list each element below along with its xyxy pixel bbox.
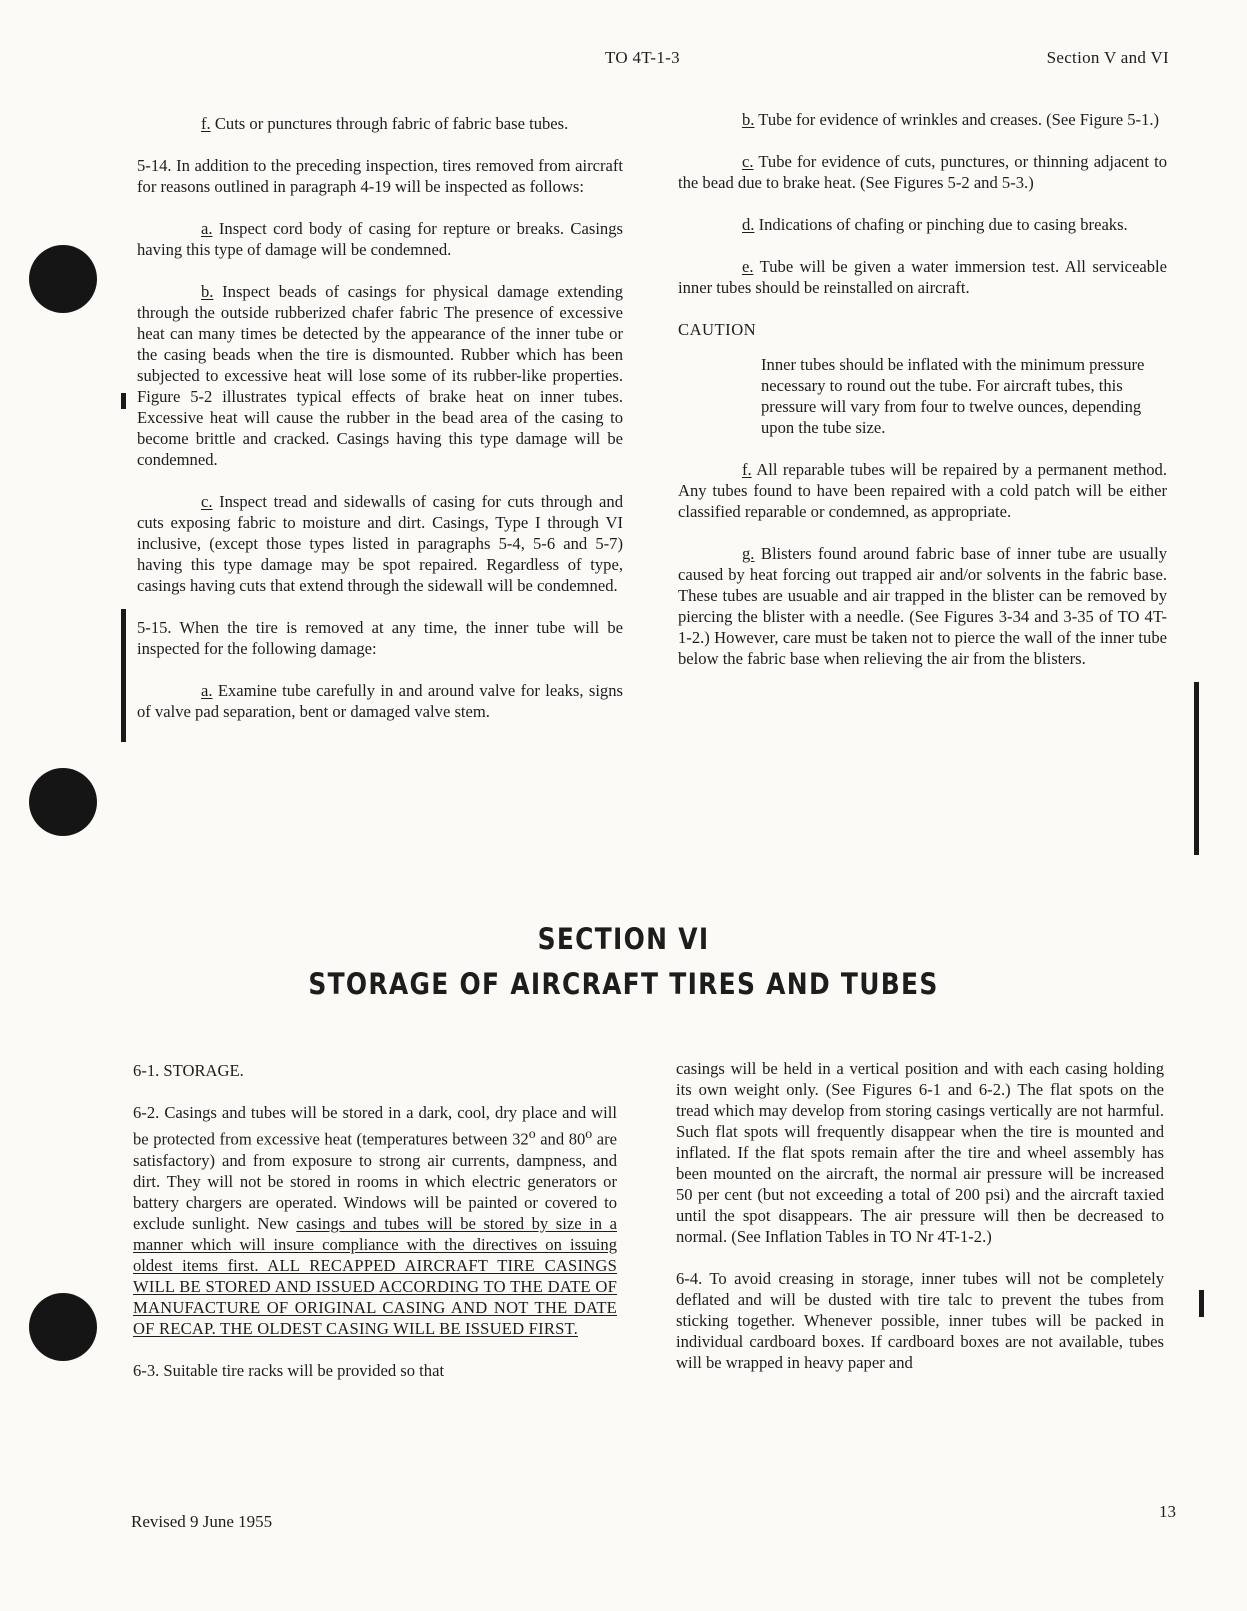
revision-bar	[1199, 1290, 1204, 1317]
paragraph-b: b. Inspect beads of casings for physical damage extending through the outside rubberized chafer fabric The presence of excessive heat can many times be detected by the appearance of the inner tube or the casing beads when the tire is dismounted. Rubber which has been subjected to excessive heat will lose some of its rubber-like properties. Figure 5-2 illustrates typical effects of brake heat on inner tubes. Excessive heat will cause the rubber in the bead area of the casing to become brittle and cracked. Casings having this type damage will be condemned.	[137, 282, 623, 469]
section-vi-title: SECTION VI	[537, 922, 710, 956]
paragraph-f: f. Cuts or punctures through fabric of fabric base tubes.	[201, 114, 569, 133]
recap-storage-directive: ALL RECAPPED AIRCRAFT TIRE CASINGS WILL BE STORED AND ISSUED ACCORDING TO THE DATE OF MANUFACTURE OF ORIGINAL CASING AND NOT THE DATE OF RECAP. THE OLDEST CASING WILL BE ISSUED FIRST.	[133, 1255, 617, 1338]
binder-hole	[29, 1293, 97, 1361]
underlined-directive: casings and tubes will be stored by size in a manner which will insure compliance with the directives on issuing oldest items first.	[133, 1213, 617, 1275]
paragraph-c-tube: c. Tube for evidence of cuts, punctures, or thinning adjacent to the bead due to brake heat. (See Figures 5-2 and 5-3.)	[678, 152, 1167, 192]
paragraph-e-tube: e. Tube will be given a water immersion test. All serviceable inner tubes should be reinstalled on aircraft.	[678, 257, 1167, 297]
paragraph-a: a. Inspect cord body of casing for repture or breaks. Casings having this type of damage will be condemned.	[137, 219, 623, 259]
revision-date: Revised 9 June 1955	[131, 1512, 273, 1531]
paragraph-5-15: 5-15. When the tire is removed at any time, the inner tube will be inspected for the following damage:	[137, 618, 623, 658]
paragraph-6-3-start: 6-3. Suitable tire racks will be provided so that	[133, 1360, 445, 1380]
revision-bar	[121, 393, 126, 409]
section-vi-subtitle: STORAGE OF AIRCRAFT TIRES AND TUBES	[308, 967, 939, 1001]
revision-bar	[121, 609, 126, 742]
paragraph-c: c. Inspect tread and sidewalls of casing for cuts through and cuts exposing fabric to moisture and dirt. Casings, Type I through VI inclusive, (except those types listed in paragraphs 5-4, 5-6 and 5-7) having this type damage may be spot repaired. Regardless of type, casings having cuts that extend through the sidewall will be condemned.	[137, 492, 623, 595]
caution-title: CAUTION	[678, 320, 757, 339]
caution-text: Inner tubes should be inflated with the minimum pressure necessary to round out the tube. For aircraft tubes, this pressure will vary from four to twelve ounces, depending upon the tube size.	[761, 355, 1145, 437]
section-reference: Section V and VI	[1046, 48, 1169, 67]
revision-bar	[1194, 682, 1199, 855]
paragraph-6-4: 6-4. To avoid creasing in storage, inner tubes will not be completely deflated and will be dusted with tire talc to prevent the tubes from sticking together. Whenever possible, inner tubes will be packed in individual cardboard boxes. If cardboard boxes are not available, tubes will be wrapped in heavy paper and	[676, 1269, 1164, 1372]
paragraph-b-tube: b. Tube for evidence of wrinkles and creases. (See Figure 5-1.)	[742, 110, 1160, 129]
paragraph-g-tube: g. Blisters found around fabric base of inner tube are usually caused by heat forcing out trapped air and/or solvents in the fabric base. These tubes are usuable and air trapped in the blister can be removed by piercing the blister with a needle. (See Figures 3-34 and 3-35 of TO 4T-1-2.) However, care must be taken not to pierce the wall of the inner tube below the fabric base when relieving the air from the blisters.	[678, 544, 1167, 668]
paragraph-6-2: 6-2. Casings and tubes will be stored in a dark, cool, dry place and will be protected from excessive heat (temperatures between 32$^o$ and 80$^o$ are satisfactory) and from exposure to strong air currents, dampness, and dirt. They will not be stored in rooms in which electric generators or battery chargers are operated. Windows will be painted or covered to exclude sunlight. New casings and tubes will be stored by size in a manner which will insure compliance with the directives on issuing oldest items first. ALL RECAPPED AIRCRAFT TIRE CASINGS WILL BE STORED AND ISSUED ACCORDING TO THE DATE OF MANUFACTURE OF ORIGINAL CASING AND NOT THE DATE OF RECAP. THE OLDEST CASING WILL BE ISSUED FIRST.	[133, 1103, 618, 1338]
binder-hole	[29, 245, 97, 313]
paragraph-5-14: 5-14. In addition to the preceding inspection, tires removed from aircraft for reasons outlined in paragraph 4-19 will be inspected as follows:	[137, 156, 623, 196]
section-vi-left-column	[133, 1060, 617, 1402]
paragraph-6-1: 6-1. STORAGE.	[133, 1061, 244, 1080]
paragraph-f-tube: f. All reparable tubes will be repaired by a permanent method. Any tubes found to have been repaired with a cold patch will be either classified reparable or condemned, as appropriate.	[678, 460, 1167, 521]
section-v-left-column	[137, 113, 623, 743]
section-v-right-column	[678, 109, 1167, 690]
section-vi-right-column	[676, 1058, 1164, 1394]
page-number: 13	[1159, 1502, 1176, 1521]
paragraph-d-tube: d. Indications of chafing or pinching due to casing breaks.	[742, 215, 1128, 234]
paragraph-a-tube: a. Examine tube carefully in and around valve for leaks, signs of valve pad separation, bent or damaged valve stem.	[137, 681, 623, 721]
paragraph-6-3-continued: casings will be held in a vertical position and with each casing holding its own weight only. (See Figures 6-1 and 6-2.) The flat spots on the tread which may develop from storing casings vertically are not harmful. Such flat spots will frequently disappear when the tire is mounted and inflated. If the flat spots remain after the tire and wheel assembly has been mounted on the aircraft, the normal air pressure will be increased 50 per cent (but not exceeding a total of 200 psi) and the aircraft taxied until the spot disappears. The air pressure will then be decreased to normal. (See Inflation Tables in TO Nr 4T-1-2.)	[676, 1059, 1164, 1246]
doc-number: TO 4T-1-3	[605, 48, 680, 67]
binder-hole	[29, 768, 97, 836]
